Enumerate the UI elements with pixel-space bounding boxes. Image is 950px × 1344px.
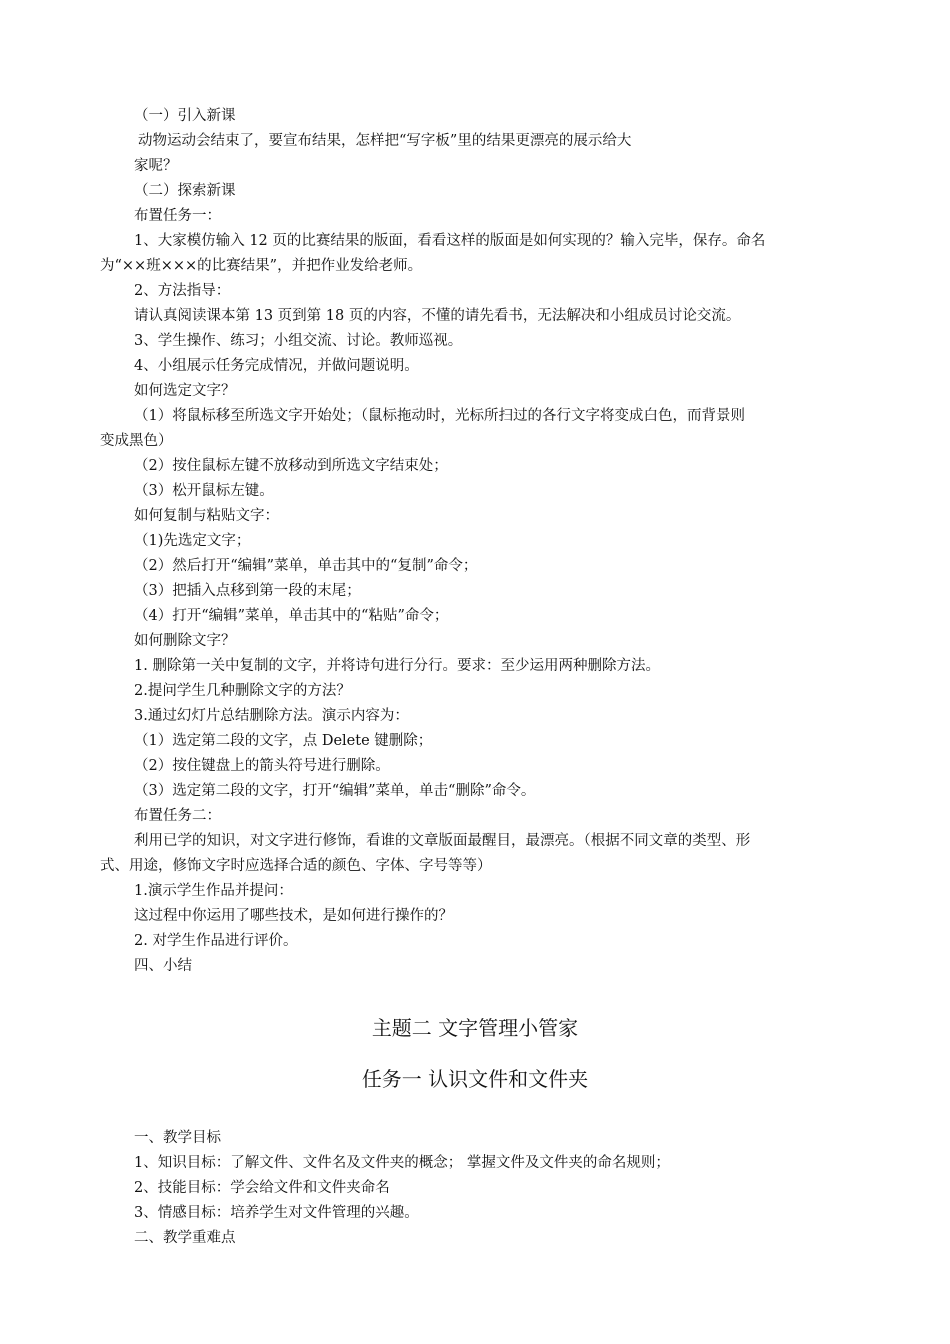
paragraph-line: 这过程中你运用了哪些技术，是如何进行操作的？ bbox=[134, 908, 453, 924]
paragraph-line: 3、学生操作、练习；小组交流、讨论。教师巡视。 bbox=[134, 333, 463, 349]
paragraph-line: 3、情感目标：培养学生对文件管理的兴趣。 bbox=[134, 1205, 419, 1221]
paragraph-line: （3）松开鼠标左键。 bbox=[134, 483, 274, 499]
paragraph-line: 2.提问学生几种删除文字的方法？ bbox=[134, 683, 351, 699]
paragraph-line: 如何复制与粘贴文字： bbox=[134, 508, 279, 524]
paragraph-line: 1、大家模仿输入 12 页的比赛结果的版面，看看这样的版面是如何实现的？输入完毕，保存。命名 bbox=[134, 233, 766, 249]
paragraph-line: 请认真阅读课本第 13 页到第 18 页的内容，不懂的请先看书，无法解决和小组成员讨论交流。 bbox=[134, 308, 741, 324]
teaching-goals-heading: 一、教学目标 bbox=[134, 1130, 221, 1146]
paragraph-line: 利用已学的知识，对文字进行修饰，看谁的文章版面最醒目，最漂亮。（根据不同文章的类型、形 bbox=[134, 833, 751, 849]
paragraph-line: 为“××班×××的比赛结果”，并把作业发给老师。 bbox=[100, 258, 423, 274]
paragraph-line: （1）将鼠标移至所选文字开始处；（鼠标拖动时，光标所扫过的各行文字将变成白色，而背景则 bbox=[134, 408, 745, 424]
paragraph-line: （3）把插入点移到第一段的末尾； bbox=[134, 583, 361, 599]
section-explore-heading: （二）探索新课 bbox=[134, 183, 236, 199]
paragraph-line: （2）按住鼠标左键不放移动到所选文字结束处； bbox=[134, 458, 448, 474]
paragraph-line: 2、方法指导： bbox=[134, 283, 231, 299]
paragraph-line: 布置任务二： bbox=[134, 808, 221, 824]
paragraph-line: 4、小组展示任务完成情况，并做问题说明。 bbox=[134, 358, 419, 374]
paragraph-line: （1）选定第二段的文字，点 Delete 键删除； bbox=[134, 733, 433, 749]
paragraph-line: 1. 删除第一关中复制的文字，并将诗句进行分行。要求：至少运用两种删除方法。 bbox=[134, 658, 660, 674]
paragraph-line: 1.演示学生作品并提问： bbox=[134, 883, 293, 899]
paragraph-line: （2）然后打开“编辑”菜单，单击其中的“复制”命令； bbox=[134, 558, 478, 574]
paragraph-line: 布置任务一： bbox=[134, 208, 221, 224]
paragraph-line: 动物运动会结束了，要宣布结果，怎样把“写字板”里的结果更漂亮的展示给大 bbox=[138, 133, 632, 149]
key-points-heading: 二、教学重难点 bbox=[134, 1230, 236, 1246]
paragraph-line: 2. 对学生作品进行评价。 bbox=[134, 933, 298, 949]
paragraph-line: 3.通过幻灯片总结删除方法。演示内容为： bbox=[134, 708, 409, 724]
paragraph-line: （2）按住键盘上的箭头符号进行删除。 bbox=[134, 758, 390, 774]
topic-title: 主题二 文字管理小管家 bbox=[371, 1016, 579, 1040]
task-title: 任务一 认识文件和文件夹 bbox=[361, 1067, 589, 1091]
paragraph-line: 如何选定文字？ bbox=[134, 383, 236, 399]
section-intro-heading: （一）引入新课 bbox=[134, 108, 236, 124]
paragraph-line: （1)先选定文字； bbox=[134, 533, 251, 549]
paragraph-line: （3）选定第二段的文字，打开“编辑”菜单，单击“删除”命令。 bbox=[134, 783, 536, 799]
paragraph-line: 式、用途，修饰文字时应选择合适的颜色、字体、字号等等） bbox=[100, 858, 492, 874]
section-summary-heading: 四、小结 bbox=[134, 958, 192, 974]
paragraph-line: 1、知识目标：了解文件、文件名及文件夹的概念； 掌握文件及文件夹的命名规则； bbox=[134, 1155, 670, 1171]
paragraph-line: 家呢？ bbox=[134, 158, 178, 174]
paragraph-line: （4）打开“编辑”菜单，单击其中的“粘贴”命令； bbox=[134, 608, 449, 624]
paragraph-line: 2、技能目标：学会给文件和文件夹命名 bbox=[134, 1180, 390, 1196]
paragraph-line: 变成黑色） bbox=[100, 433, 173, 449]
paragraph-line: 如何删除文字？ bbox=[134, 633, 236, 649]
